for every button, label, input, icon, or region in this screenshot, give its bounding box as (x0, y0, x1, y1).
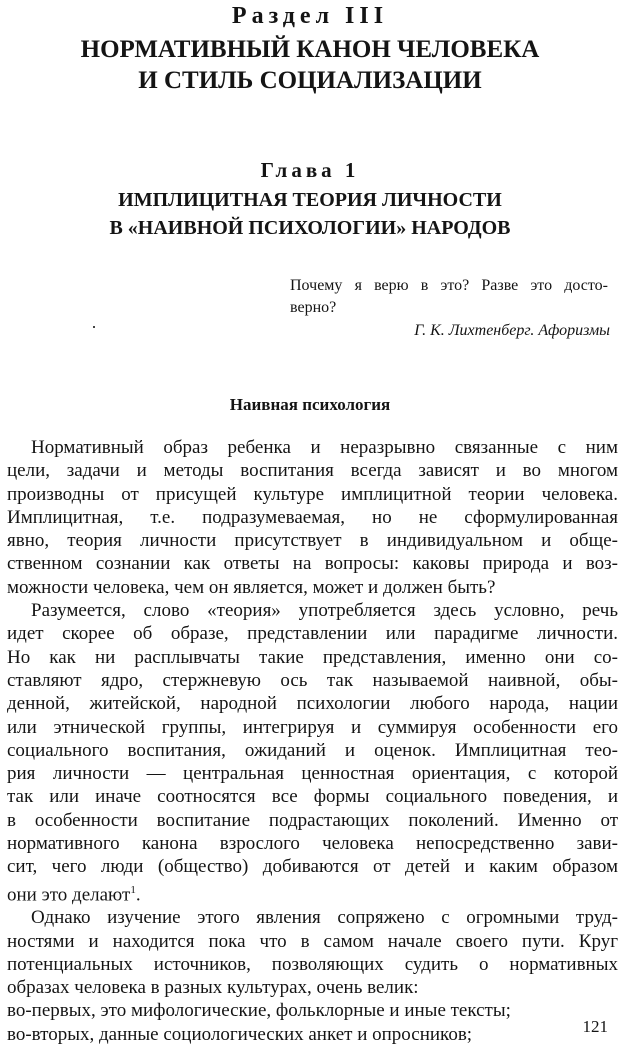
paragraph (7, 436, 618, 599)
text-line: потенциальных источников, позволяющих судить о нормативных (7, 953, 618, 975)
section-title-line: И СТИЛЬ СОЦИАЛИЗАЦИИ (138, 67, 482, 94)
text-line: Нормативный образ ребенка и неразрывно связанные с ним (31, 437, 618, 458)
chapter-label: Глава 1 (260, 158, 360, 182)
text-line: явно, теория личности присутствует в индивидуальном и обще- (7, 530, 618, 552)
text-line: во-первых, это мифологические, фольклорные и иные тексты; (7, 1000, 511, 1022)
text-line: производны от присущей культуре имплицитной теории человека. (7, 483, 618, 505)
text-line: или этнической группы, интегрируя и суммируя особенности его (7, 716, 618, 738)
text-line: нормативного канона взрослого человека непосредственно зави- (7, 833, 618, 855)
body-text (7, 436, 618, 1046)
text-line: так или иначе соотносятся все формы социального поведения, и (7, 786, 618, 808)
text-line: ственном сознании как ответы на вопросы: каковы природа и воз- (7, 553, 618, 575)
epigraph-quote (290, 275, 608, 319)
text-line: в особенности воспитание подрастающих поколений. Именно от (7, 809, 618, 831)
footnote-mark: 1 (130, 883, 136, 896)
section-title (10, 34, 610, 96)
page-number: 121 (582, 1017, 608, 1036)
chapter-title-line: В «НАИВНОЙ ПСИХОЛОГИИ» НАРОДОВ (109, 217, 511, 239)
text-line: Имплицитная, т.е. подразумеваемая, но не сформулированная (7, 506, 618, 528)
text-line: Однако изучение этого явления сопряжено с огромными труд- (31, 907, 618, 929)
epigraph-author: Г. К. Лихтенберг. Афоризмы (414, 322, 610, 339)
chapter-title-line: ИМПЛИЦИТНАЯ ТЕОРИЯ ЛИЧНОСТИ (118, 189, 502, 211)
text-line: социального воспитания, ожиданий и оценок. Имплицитная тео- (7, 739, 618, 761)
text-line: можности человека, чем он является, может и должен быть? (7, 576, 496, 598)
paragraph (7, 906, 618, 1046)
subheading: Наивная психология (229, 395, 391, 414)
text-line: ностями и находится пока что в самом начале своего пути. Круг (7, 930, 618, 952)
epigraph-line: верно? (290, 299, 337, 316)
text-line: во-вторых, данные социологических анкет и опросников; (7, 1023, 473, 1045)
text-line: Но как ни расплывчаты такие представления, именно они со- (7, 646, 618, 668)
text-line: они это делают$^1$. (7, 883, 141, 905)
section-label: Раздел III (231, 3, 389, 29)
text-line: рия личности — центральная ценностная ориентация, с которой (7, 763, 618, 785)
text-line: денной, житейской, народной психологии любого народа, нации (7, 693, 618, 715)
text-line: ставляют ядро, стержневую ось так называемой наивной, обы- (7, 669, 618, 691)
text-line: Разумеется, слово «теория» употребляется здесь условно, речь (31, 600, 618, 622)
stray-dot (93, 326, 95, 328)
text-line: образах человека в разных культурах, очень велик: (7, 977, 419, 999)
chapter-title (20, 186, 600, 242)
text-line: цели, задачи и методы воспитания всегда зависят и во многом (7, 460, 618, 482)
text-line: сит, чего люди (общество) добиваются от детей и каким образом (7, 856, 618, 878)
text-line: идет скорее об образе, представлении или парадигме личности. (7, 623, 618, 645)
section-title-line: НОРМАТИВНЫЙ КАНОН ЧЕЛОВЕКА (80, 36, 540, 63)
epigraph-line: Почему я верю в это? Разве это досто- (290, 277, 608, 294)
paragraph (7, 599, 618, 906)
